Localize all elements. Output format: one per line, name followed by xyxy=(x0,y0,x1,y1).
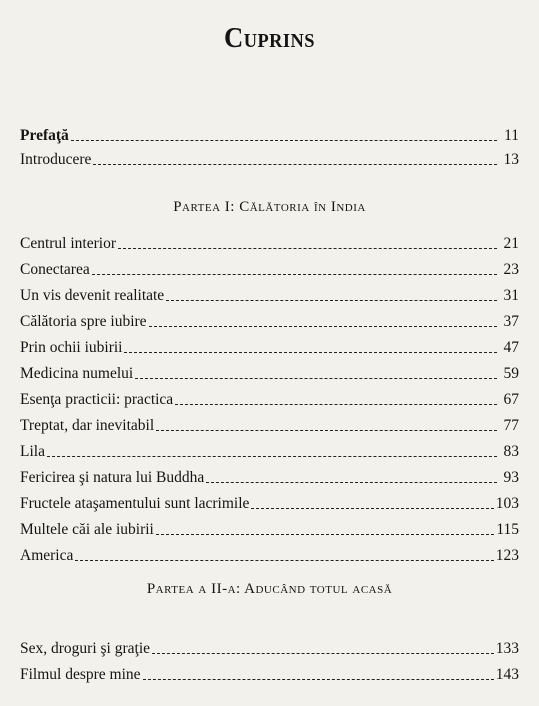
toc-entry[interactable] xyxy=(20,517,519,539)
toc-entry[interactable] xyxy=(20,335,519,357)
dot-leader xyxy=(135,375,497,379)
dot-leader xyxy=(118,245,497,249)
dot-leader xyxy=(47,453,497,457)
toc-entry-label: Prin ochii iubirii xyxy=(20,339,123,356)
toc-entry[interactable] xyxy=(20,257,519,279)
toc-entry-label: Sex, droguri şi graţie xyxy=(20,640,151,657)
toc-entry-page: 11 xyxy=(504,127,519,144)
toc-entry-page: 103 xyxy=(495,495,519,512)
dot-leader xyxy=(206,479,497,483)
toc-entry-label: Lila xyxy=(20,443,45,460)
toc-entry[interactable] xyxy=(20,491,519,513)
toc-entry-page: 133 xyxy=(495,640,519,657)
toc-entry-page: 59 xyxy=(503,365,519,382)
toc-entry-page: 143 xyxy=(495,666,519,683)
toc-entry-label: Esenţa practicii: practica xyxy=(20,391,174,408)
toc-entry[interactable] xyxy=(20,413,519,435)
toc-entry-page: 93 xyxy=(503,469,519,486)
dot-leader xyxy=(156,427,497,431)
toc-entry-label: Introducere xyxy=(20,151,92,168)
toc-entry[interactable] xyxy=(20,662,519,684)
toc-entry[interactable] xyxy=(20,309,519,331)
toc-entry-label: Filmul despre mine xyxy=(20,666,141,683)
dot-leader xyxy=(149,323,497,327)
toc-entry[interactable] xyxy=(20,387,519,409)
dot-leader xyxy=(156,531,494,535)
toc-entry-page: 115 xyxy=(496,521,519,538)
toc-entry-page: 31 xyxy=(503,287,519,304)
toc-entry-page: 37 xyxy=(503,313,519,330)
dot-leader xyxy=(152,650,494,654)
dot-leader xyxy=(124,349,497,353)
toc-entry-label: Prefaţă xyxy=(20,127,69,144)
toc-entry-page: 123 xyxy=(495,547,519,564)
toc-entry-label: Fructele ataşamentului sunt lacrimile xyxy=(20,495,250,512)
toc-entry[interactable] xyxy=(20,636,519,658)
toc-entry-label: Centrul interior xyxy=(20,235,116,252)
toc-entry[interactable] xyxy=(20,231,519,253)
page-title: Cuprins xyxy=(224,22,315,54)
toc-entry-page: 83 xyxy=(503,443,519,460)
toc-entry-label: Multele căi ale iubirii xyxy=(20,521,154,538)
toc-entry-label: Treptat, dar inevitabil xyxy=(20,417,155,434)
dot-leader xyxy=(75,557,493,561)
dot-leader xyxy=(93,161,497,165)
toc-entry-label: America xyxy=(20,547,74,564)
toc-entry-label: Medicina numelui xyxy=(20,365,134,382)
toc-entry[interactable] xyxy=(20,465,519,487)
dot-leader xyxy=(251,505,493,509)
toc-entry[interactable] xyxy=(20,361,519,383)
dot-leader xyxy=(166,297,497,301)
toc-entry[interactable] xyxy=(20,283,519,305)
toc-entry-page: 13 xyxy=(503,151,519,168)
toc-entry-prefata[interactable] xyxy=(20,123,519,145)
part-heading-1: Partea I: Călătoria în India xyxy=(173,199,366,215)
part-heading-2: Partea a II-a: Aducând totul acasă xyxy=(146,581,393,597)
dot-leader xyxy=(71,137,497,141)
toc-entry-page: 47 xyxy=(503,339,519,356)
toc-entry-page: 67 xyxy=(503,391,519,408)
toc-entry-page: 21 xyxy=(503,235,519,252)
toc-entry-introducere[interactable] xyxy=(20,147,519,169)
toc-entry[interactable] xyxy=(20,543,519,565)
dot-leader xyxy=(92,271,497,275)
dot-leader xyxy=(175,401,497,405)
toc-entry-page: 77 xyxy=(503,417,519,434)
toc-entry-label: Un vis devenit realitate xyxy=(20,287,165,304)
dot-leader xyxy=(143,676,494,680)
toc-entry-label: Fericirea şi natura lui Buddha xyxy=(20,469,205,486)
toc-entry-page: 23 xyxy=(503,261,519,278)
toc-entry-label: Conectarea xyxy=(20,261,90,278)
toc-entry-label: Călătoria spre iubire xyxy=(20,313,147,330)
toc-entry[interactable] xyxy=(20,439,519,461)
